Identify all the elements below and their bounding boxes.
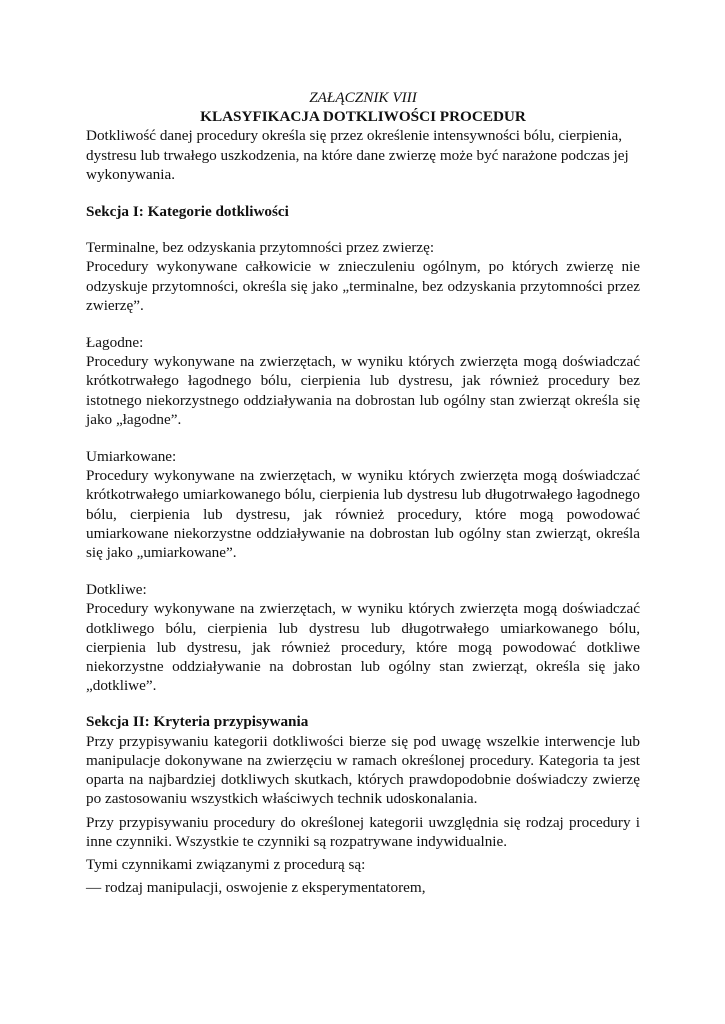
- category-text: Procedury wykonywane na zwierzętach, w wyniku których zwierzęta mogą doświadczać krótkotrwałego łagodnego bólu, cierpienia lub dystresu, jak również procedury bez istotnego niekorzystnego oddziaływania na dobrostan lub ogólny stan zwierząt określa się jako „łagodne”.: [86, 353, 640, 428]
- category-mild: [86, 333, 640, 429]
- category-terminal: [86, 238, 640, 315]
- section-2-paragraph: Przy przypisywaniu procedury do określonej kategorii uwzględnia się rodzaj procedury i inne czynniki. Wszystkie te czynniki są rozpatrywane indywidualnie.: [86, 813, 640, 850]
- category-moderate: [86, 447, 640, 562]
- category-severe: [86, 580, 640, 695]
- category-label: Dotkliwe:: [86, 581, 147, 599]
- intro-paragraph: Dotkliwość danej procedury określa się przez określenie intensywności bólu, cierpienia, dystresu lub trwałego uszkodzenia, na które dane zwierzę może być narażone podczas jej wykonywania.: [86, 127, 629, 183]
- annex-label: ZAŁĄCZNIK VIII: [309, 89, 417, 106]
- category-text: Procedury wykonywane na zwierzętach, w wyniku których zwierzęta mogą doświadczać krótkotrwałego umiarkowanego bólu, cierpienia lub dystresu lub długotrwałego łagodnego bólu, cierpienia lub dystresu, jak również procedury, które mogą powodować umiarkowane niekorzystne oddziaływanie na dobrostan lub ogólny stan zwierząt, określa się jako „umiarkowane”.: [86, 467, 640, 562]
- document-title: KLASYFIKACJA DOTKLIWOŚCI PROCEDUR: [200, 108, 526, 126]
- document-page: [86, 88, 640, 897]
- category-label: Łagodne:: [86, 334, 144, 352]
- section-2-list-item: — rodzaj manipulacji, oswojenie z eksperymentatorem,: [86, 879, 426, 897]
- category-text: Procedury wykonywane całkowicie w znieczuleniu ogólnym, po których zwierzę nie odzyskuje przytomności, określa się jako „terminalne, bez odzyskania przytomności przez zwierzę”.: [86, 258, 640, 314]
- section-1-heading: Sekcja I: Kategorie dotkliwości: [86, 203, 289, 221]
- category-label: Umiarkowane:: [86, 448, 177, 466]
- section-2-paragraph: Przy przypisywaniu kategorii dotkliwości bierze się pod uwagę wszelkie interwencje lub manipulacje dokonywane na zwierzęciu w ramach określonej procedury. Kategoria ta jest oparta na najbardziej dotkliwych skutkach, których prawdopodobnie doświadczy zwierzę po zastosowaniu wszystkich właściwych technik udoskonalania.: [86, 732, 640, 808]
- section-2-heading: Sekcja II: Kryteria przypisywania: [86, 713, 309, 731]
- category-label: Terminalne, bez odzyskania przytomności przez zwierzę:: [86, 239, 435, 257]
- section-2-paragraph: Tymi czynnikami związanymi z procedurą są:: [86, 855, 366, 873]
- category-text: Procedury wykonywane na zwierzętach, w wyniku których zwierzęta mogą doświadczać dotkliwego bólu, cierpienia lub dystresu lub długotrwałego umiarkowanego bólu, cierpienia lub dystresu, jak również procedury, które mogą powodować dotkliwe niekorzystne oddziaływanie na dobrostan lub ogólny stan zwierząt, określa się jako „dotkliwe”.: [86, 600, 640, 695]
